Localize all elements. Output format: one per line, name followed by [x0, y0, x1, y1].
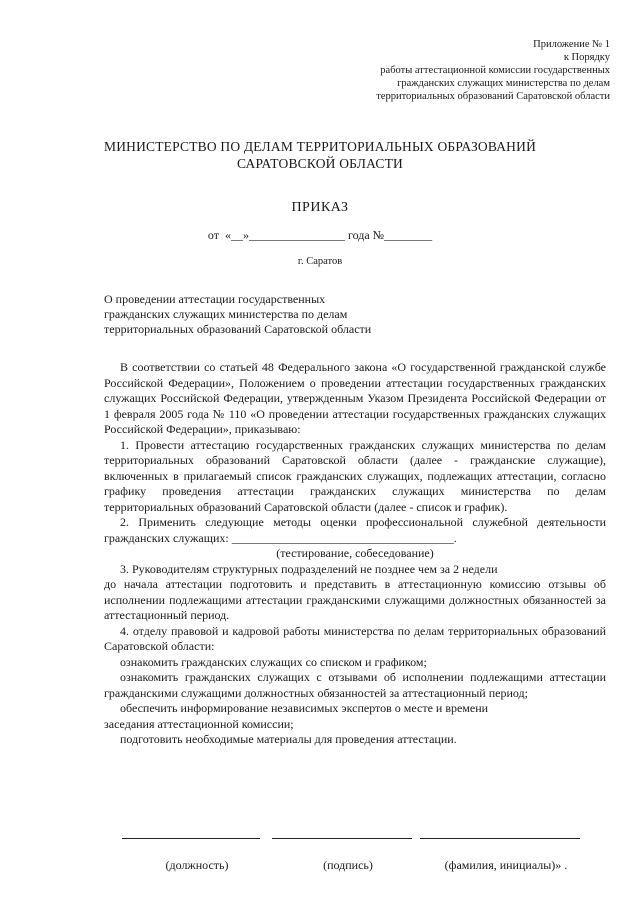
clause-4-item-3b: заседания аттестационной комиссии;: [104, 716, 294, 731]
order-date-number-line: от «__»________________ года №________: [207, 228, 433, 242]
appendix-header: [310, 38, 610, 103]
clause-4-item-4: подготовить необходимые материалы для проведения аттестации.: [120, 732, 457, 746]
signature-sign-caption: (подпись): [323, 858, 373, 872]
clause-1: 1. Провести аттестацию государственных гражданских служащих министерства по делам территориальных образований Саратовской области (далее - гражданские служащие), включенных в прилагаемый список гражданских служащих, подлежащих аттестации, согласно графику проведения аттестации гражданских служащих министерства по делам территориальных образований Саратовской области (далее - список и график).: [104, 437, 606, 514]
clause-4-item-1: ознакомить гражданских служащих со списком и графиком;: [120, 654, 427, 669]
signature-name-line: [420, 830, 580, 839]
signature-position-block: [122, 800, 260, 888]
ministry-line-2: САРАТОВСКОЙ ОБЛАСТИ: [237, 156, 403, 171]
signature-sign-block: [272, 800, 412, 888]
subject-line: гражданских служащих министерства по делам: [104, 307, 348, 321]
order-city: г. Саратов: [297, 256, 343, 267]
order-body: [104, 360, 606, 748]
clause-2-hint: (тестирование, собеседование): [276, 546, 434, 560]
clause-2: 2. Применить следующие методы оценки профессиональной служебной деятельности гражданских служащих: _____________________________________.: [104, 515, 606, 545]
signature-name-caption: (фамилия, инициалы)» .: [444, 858, 568, 872]
signature-sign-line: [272, 830, 412, 839]
order-subject: [104, 292, 424, 337]
clause-4-item-2: ознакомить гражданских служащих с отзывами об исполнении подлежащими аттестации гражданскими служащими должностных обязанностей за аттестационный период;: [104, 670, 606, 700]
appendix-line: территориальных образований Саратовской области: [376, 91, 610, 102]
appendix-line: Приложение № 1: [533, 39, 610, 50]
clause-4-item-3a: обеспечить информирование независимых экспертов о месте и времени: [120, 701, 489, 715]
signature-name-block: [420, 800, 580, 888]
signature-position-caption: (должность): [165, 858, 229, 872]
subject-line: территориальных образований Саратовской области: [104, 322, 372, 336]
ministry-line-1: МИНИСТЕРСТВО ПО ДЕЛАМ ТЕРРИТОРИАЛЬНЫХ ОБРАЗОВАНИЙ: [103, 139, 537, 154]
ministry-name: [80, 138, 560, 172]
clause-4: 4. отделу правовой и кадровой работы министерства по делам территориальных образований Саратовской области:: [104, 623, 606, 653]
signature-position-line: [122, 830, 260, 839]
clause-3-rest: до начала аттестации подготовить и представить в аттестационную комиссию отзывы об исполнении подлежащими аттестации гражданскими служащими должностных обязанностей за аттестационный период.: [104, 577, 606, 622]
appendix-line: работы аттестационной комиссии государственных: [380, 65, 610, 76]
appendix-line: гражданских служащих министерства по делам: [397, 78, 610, 89]
preamble-paragraph: В соответствии со статьей 48 Федерального закона «О государственной гражданской службе Российской Федерации», Положением о проведении аттестации государственных гражданских служащих Российской Федерации, утвержденным Указом Президента Российской Федерации от 1 февраля 2005 года № 110 «О проведении аттестации государственных гражданских служащих Российской Федерации», приказываю:: [104, 360, 606, 436]
order-title: ПРИКАЗ: [291, 200, 349, 215]
appendix-line: к Порядку: [563, 52, 610, 63]
clause-3-first-line: 3. Руководителям структурных подразделений не позднее чем за 2 недели: [120, 561, 498, 576]
subject-line: О проведении аттестации государственных: [104, 292, 326, 306]
